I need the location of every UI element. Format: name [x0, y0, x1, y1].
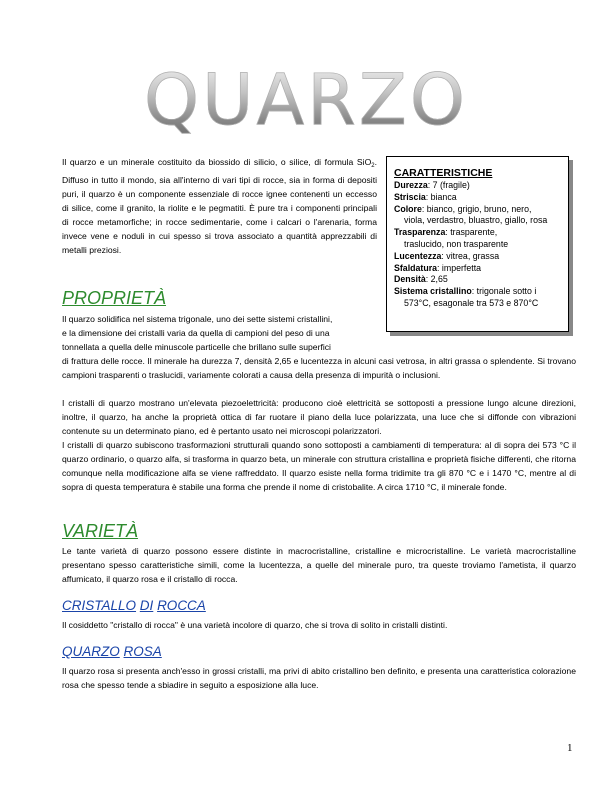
proprieta-paragraph-3: I cristalli di quarzo subiscono trasformazioni strutturali quando sono sottoposti a cambiamenti di temperatura: al di sopra dei 573 °C il quarzo ordinario, o quarzo alfa, si trasforma in quarzo beta, un minerale con struttura cristallina e proprietà fisiche differenti, che ritorna comunque nella modificazione alfa se viene raffreddato. Il quarzo esiste nella forma tridimite tra gli 870 °C e i 1470 °C, mentre al di sopra di questa temperatura è stabile una forma che prende il nome di cristobalite. A circa 1710 °C, il minerale fonde.	[62, 440, 576, 492]
proprieta-line-2: e la dimensione dei cristalli varia da quella di campioni del peso di una	[62, 328, 330, 338]
char-colore-key: Colore	[394, 203, 422, 214]
rosa-paragraph: Il quarzo rosa si presenta anch'esso in grossi cristalli, ma privi di abito cristallino ben definito, e presenta una caratteristica colorazione rosa che spesso tende a sbiadire in seguito a esposizione alla luce.	[62, 666, 576, 690]
char-trasparenza-cont: traslucido, non trasparente	[404, 238, 509, 249]
cristallo-heading-word-3: ROCCA	[157, 598, 206, 613]
proprieta-heading: PROPRIETÀ	[62, 288, 167, 308]
char-sistema-cont: 573°C, esagonale tra 573 e 870°C	[404, 297, 539, 308]
char-sfaldatura-key: Sfaldatura	[394, 262, 438, 273]
char-striscia	[394, 192, 561, 204]
char-densita-key: Densità	[394, 274, 426, 285]
char-lucentezza-value: : vitrea, grassa	[441, 250, 500, 261]
char-striscia-key: Striscia	[394, 191, 426, 202]
varieta-paragraph: Le tante varietà di quarzo possono essere distinte in macrocristalline, cristalline e microcristalline. Le varietà macrocristalline presentano spesso caratteristiche simili, come la lucentezza, a quelle del minerale puro, tra queste troviamo l'ametista, il quarzo affumicato, il quarzo rosa e il cristallo di rocca.	[62, 546, 576, 584]
char-lucentezza	[394, 251, 561, 263]
proprieta-paragraph-2: I cristalli di quarzo mostrano un'elevata piezoelettricità: producono cioè elettricità se sottoposti a pressione lungo alcune direzioni, inoltre, il quarzo, ha anche la proprietà ottica di far ruotare il piano della luce polarizzata, una luce che si diffonde con vibrazioni contenute su un determinato piano, ed è pertanto usato nei microscopi polarizzatori.	[62, 398, 576, 436]
char-trasparenza-value: : trasparente,	[445, 227, 498, 238]
intro-text-2: . Diffuso in tutto il mondo, sia all'interno di vari tipi di rocce, sia in forma di depositi puri, il quarzo è un componente essenziale di rocce ignee contenenti un eccesso di silice, come il granito, la riolite e le pegmatiti. È pure tra i componenti principali di rocce metamorfiche; in rocce sedimentarie, come i calcari o l'arenaria, forma invece vene e noduli in cui spesso si trova associato a quantità apprezzabili di metalli preziosi.	[62, 157, 377, 255]
page-title: QUARZO	[0, 60, 612, 140]
char-lucentezza-key: Lucentezza	[394, 250, 442, 261]
cristallo-heading-word-1: CRISTALLO	[62, 598, 137, 613]
char-sfaldatura	[394, 263, 561, 275]
rosa-heading-word-1: QUARZO	[62, 644, 120, 659]
intro-text-1: Il quarzo e un minerale costituito da biossido di silicio, o silice, di formula SiO	[62, 157, 372, 167]
char-durezza-value: : 7 (fragile)	[427, 180, 470, 190]
char-sistema	[394, 286, 561, 298]
intro-paragraph	[62, 155, 377, 257]
rosa-heading-word-2: ROSA	[123, 644, 162, 659]
varieta-heading: VARIETÀ	[62, 521, 139, 541]
proprieta-line-3: tonnellata a quella delle minuscole particelle che brillano sulle superfici	[62, 342, 331, 352]
char-trasparenza	[394, 227, 561, 239]
characteristics-heading: CARATTERISTICHE	[394, 167, 493, 179]
char-sistema-key: Sistema cristallino	[394, 286, 472, 297]
proprieta-line-1: Il quarzo solidifica nel sistema trigonale, uno dei sette sistemi cristallini,	[62, 314, 333, 324]
char-colore	[394, 204, 561, 216]
char-trasparenza-key: Trasparenza	[394, 227, 446, 238]
char-durezza-key: Durezza	[394, 180, 428, 190]
cristallo-heading	[62, 597, 206, 615]
rosa-heading	[62, 643, 162, 661]
char-sistema-value: : trigonale sotto i	[471, 286, 537, 297]
char-striscia-value: : bianca	[425, 191, 457, 202]
char-colore-value: : bianco, grigio, bruno, nero,	[421, 203, 532, 214]
page-number: 1	[567, 742, 573, 754]
char-densita	[394, 274, 561, 286]
characteristics-box	[386, 156, 569, 332]
char-durezza	[394, 180, 561, 192]
char-densita-value: : 2,65	[425, 274, 448, 285]
char-colore-cont: viola, verdastro, bluastro, giallo, rosa	[404, 215, 548, 226]
char-sfaldatura-value: : imperfetta	[437, 262, 482, 273]
proprieta-paragraph-1: di frattura delle rocce. Il minerale ha durezza 7, densità 2,65 e lucentezza in alcuni casi vetrosa, in altri grassa o splendente. Si trovano campioni trasparenti o traslucidi, variamente colorati a causa della presenza di impurità o inclusioni.	[62, 356, 576, 380]
cristallo-heading-word-2: DI	[139, 598, 154, 613]
intro-subscript: 2	[371, 163, 375, 169]
cristallo-paragraph: Il cosiddetto "cristallo di rocca" è una varietà incolore di quarzo, che si trova di solito in cristalli distinti.	[62, 620, 448, 630]
